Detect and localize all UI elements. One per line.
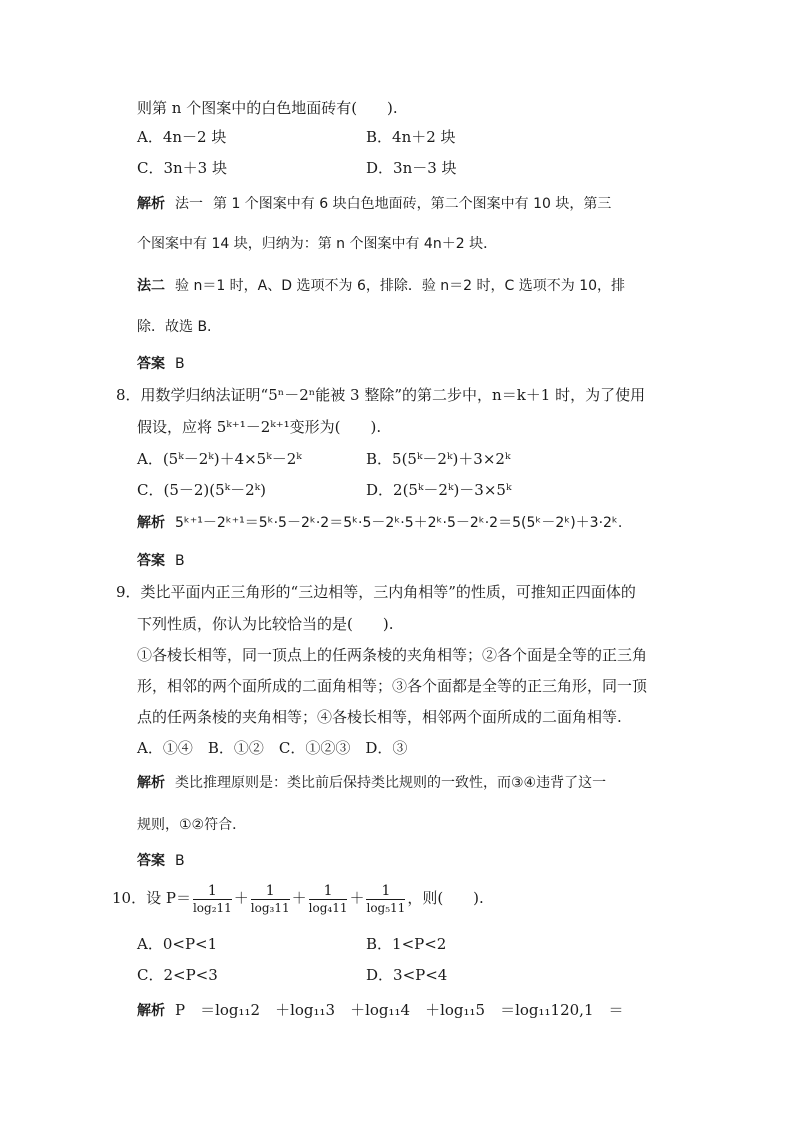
q9-answer-label: 答案 — [137, 853, 165, 869]
q7-fa2-label: 法二 — [137, 278, 165, 294]
q7-option-d: D．3n－3 块 — [366, 159, 457, 177]
q9-jiexi-text2: 规则，①②符合． — [137, 817, 247, 833]
q8-answer-value: B — [175, 553, 185, 569]
q7-jiexi-line1 — [137, 197, 611, 211]
q10-jiexi-text: P ＝log₁₁2 ＋log₁₁3 ＋log₁₁4 ＋log₁₁5 ＝log₁₁120,1 ＝ — [175, 1001, 624, 1019]
q9-stem-line2: 下列性质，你认为比较恰当的是( ). — [137, 615, 394, 633]
q9-answer — [137, 854, 185, 868]
q10-option-c: C．2<P<3 — [137, 966, 218, 984]
q9-stem-line4: 形，相邻的两个面所成的二面角相等；③各个面都是全等的正三角形，同一顶 — [137, 677, 648, 695]
q8-stem-line2: 假设，应将 5ᵏ⁺¹－2ᵏ⁺¹变形为( ). — [137, 418, 382, 436]
q7-stem: 则第 n 个图案中的白色地面砖有( ). — [137, 99, 398, 117]
q9-jiexi-label: 解析 — [137, 775, 165, 791]
q9-stem-line3: ①各棱长相等，同一顶点上的任两条棱的夹角相等；②各个面是全等的正三角 — [137, 646, 648, 664]
q8-option-d: D．2(5ᵏ－2ᵏ)－3×5ᵏ — [366, 481, 512, 499]
q9-jiexi-text1: 类比推理原则是：类比前后保持类比规则的一致性，而③④违背了这一 — [175, 775, 607, 791]
q10-jiexi-label: 解析 — [137, 1003, 165, 1019]
q8-option-c: C．(5－2)(5ᵏ－2ᵏ) — [137, 481, 267, 499]
q7-jiexi-label: 解析 — [137, 196, 165, 212]
q9-answer-value: B — [175, 853, 185, 869]
q10-plus: ＋ — [349, 889, 365, 907]
q9-stem-line5: 点的任两条棱的夹角相等；④各棱长相等，相邻两个面所成的二面角相等. — [137, 708, 622, 726]
q10-plus: ＋ — [291, 889, 307, 907]
q10-option-d: D．3<P<4 — [366, 966, 448, 984]
q10-fraction-2: $\frac{1}{\text{log₃11}}$ — [250, 883, 290, 915]
q8-stem-line1: 8．用数学归纳法证明“5ⁿ－2ⁿ能被 3 整除”的第二步中，n＝k＋1 时，为了使用 — [116, 386, 646, 404]
q8-answer — [137, 554, 185, 568]
q9-jiexi — [137, 776, 606, 790]
q8-jiexi-text: 5ᵏ⁺¹－2ᵏ⁺¹＝5ᵏ·5－2ᵏ·2＝5ᵏ·5－2ᵏ·5＋2ᵏ·5－2ᵏ·2＝5(5ᵏ－2ᵏ)＋3·2ᵏ. — [175, 515, 623, 531]
q8-jiexi — [137, 516, 622, 530]
q8-jiexi-label: 解析 — [137, 515, 165, 531]
q7-answer-label: 答案 — [137, 356, 165, 372]
q10-fraction-1: $\frac{1}{\text{log₂11}}$ — [192, 883, 232, 915]
q7-fa1-text1: 第 1 个图案中有 6 块白色地面砖，第二个图案中有 10 块，第三 — [213, 196, 612, 212]
q8-answer-label: 答案 — [137, 553, 165, 569]
q7-fa1-label: 法一 — [175, 196, 203, 212]
q7-fa1-text2: 个图案中有 14 块，归纳为：第 n 个图案中有 4n＋2 块． — [137, 236, 498, 252]
q10-jiexi — [137, 1003, 624, 1018]
q7-option-a: A．4n－2 块 — [137, 128, 227, 146]
q7-option-b: B．4n＋2 块 — [366, 128, 456, 146]
q10-option-b: B．1<P<2 — [366, 935, 447, 953]
q10-plus: ＋ — [233, 889, 249, 907]
q10-option-a: A．0<P<1 — [137, 935, 218, 953]
q7-fa2-text2: 除．故选 B. — [137, 319, 212, 335]
q10-suffix: ，则( ). — [407, 889, 484, 907]
q8-option-a: A．(5ᵏ－2ᵏ)＋4×5ᵏ－2ᵏ — [137, 450, 302, 468]
q7-fa2-line1 — [137, 279, 625, 293]
q7-fa2-text1: 验 n＝1 时，A、D 选项不为 6，排除．验 n＝2 时，C 选项不为 10，排 — [175, 278, 626, 294]
q8-option-b: B．5(5ᵏ－2ᵏ)＋3×2ᵏ — [366, 450, 511, 468]
q10-prefix: 10．设 P＝ — [112, 889, 191, 907]
q7-answer — [137, 357, 185, 371]
q10-fraction-4: $\frac{1}{\text{log₅11}}$ — [366, 883, 406, 915]
q7-answer-value: B — [175, 356, 185, 372]
q9-stem-line1: 9．类比平面内正三角形的“三边相等，三内角相等”的性质，可推知正四面体的 — [116, 583, 636, 601]
q9-options: A．①④ B．①② C．①②③ D．③ — [137, 739, 408, 757]
q7-option-c: C．3n＋3 块 — [137, 159, 227, 177]
q10-fraction-3: $\frac{1}{\text{log₄11}}$ — [308, 883, 348, 915]
q10-stem — [112, 884, 484, 914]
